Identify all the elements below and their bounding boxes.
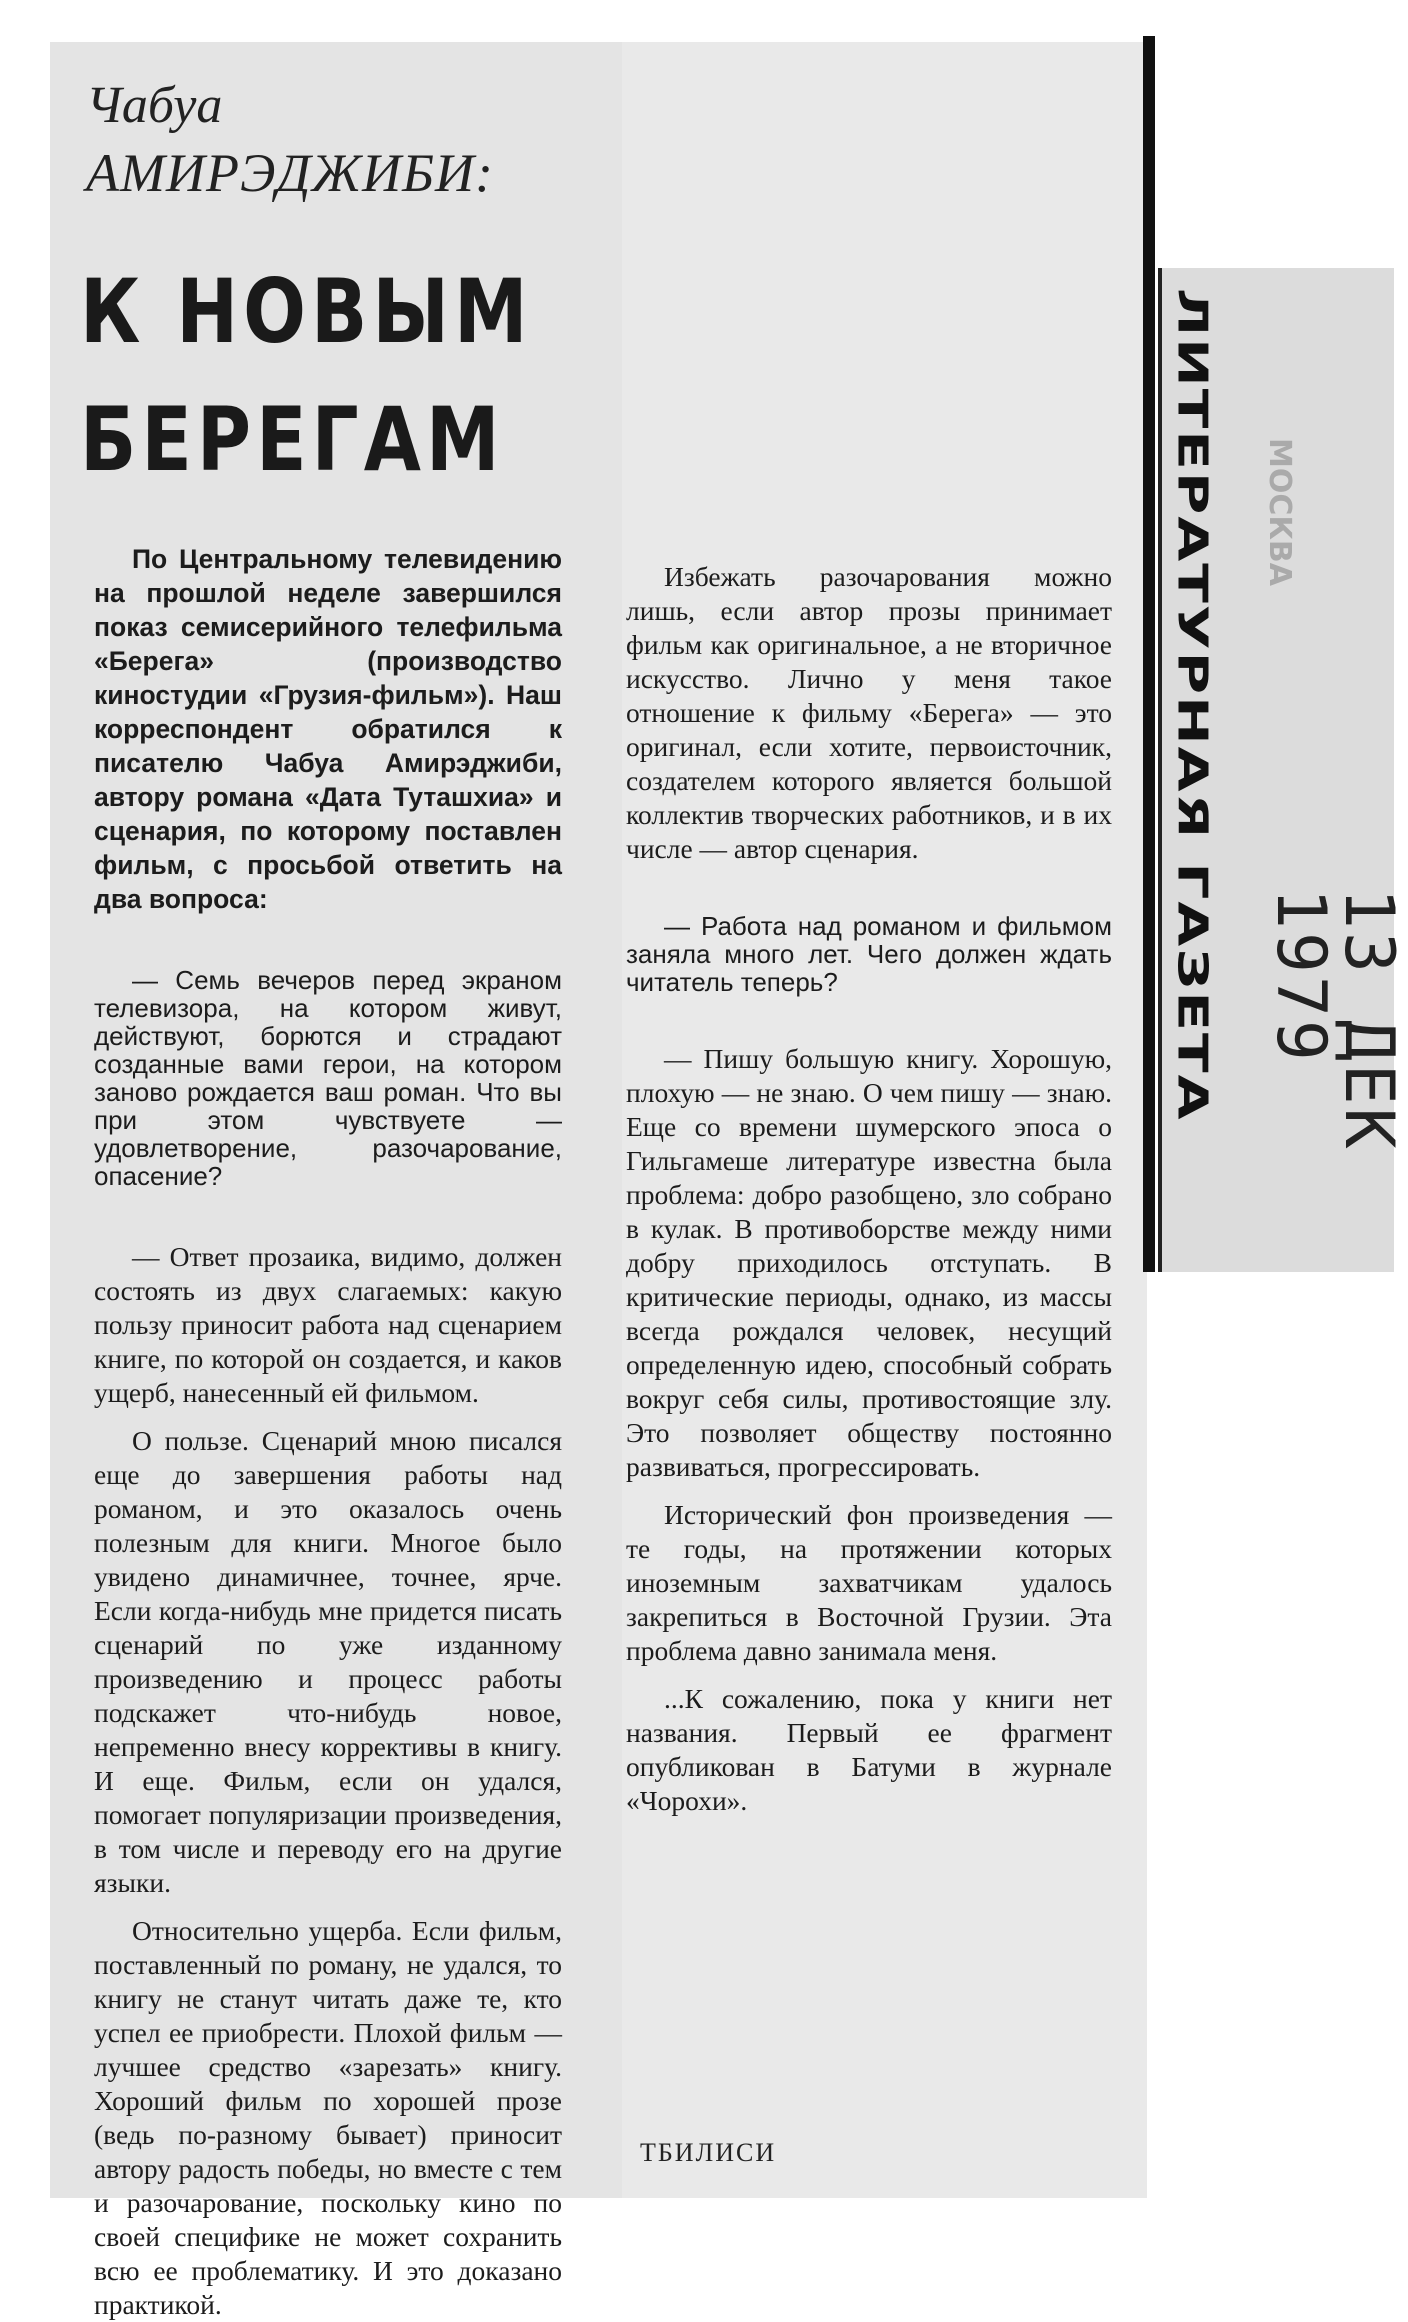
article-column-right: [626, 560, 1112, 1818]
column-rule: [1143, 36, 1155, 1272]
headline: К НОВЫМ БЕРЕГАМ: [80, 260, 533, 491]
lead-paragraph: По Центральному телевидению на прошлой неделе завершился показ семисерийного телефильма «Берега» (производство киностудии «Грузия-фильм»). Наш корреспондент обратился к писателю Чабуа Амирэджиби, автору романа «Дата Туташхиа» и сценария, по которому поставлен фильм, с просьбой ответить на два вопроса:: [94, 544, 562, 914]
article-column-left: [94, 542, 562, 2322]
answer-1-paragraph-1: — Ответ прозаика, видимо, должен состоять из двух слагаемых: какую пользу приносит работа над сценарием книге, по которой он создается, и каков ущерб, нанесенный ей фильмом.: [94, 1241, 562, 1408]
answer-1-paragraph-3: Относительно ущерба. Если фильм, поставленный по роману, не удался, то книгу не станут читать даже те, кто успел ее приобрести. Плохой фильм — лучшее средство «зарезать» книгу. Хороший фильм по хорошей прозе (ведь по-разному бывает) приносит автору радость победы, но вместе с тем и разочарование, поскольку кино по своей специфике не может сохранить всю ее проблематику. И это доказано практикой.: [94, 1915, 562, 2320]
dateline-place: ТБИЛИСИ: [640, 2138, 777, 2167]
answer-1-paragraph-2: О пользе. Сценарий мною писался еще до завершения работы над романом, и это оказалось очень полезным для книги. Многое было увидено динамичнее, точнее, ярче. Если когда-нибудь мне придется писать сценарий по уже изданному произведению и процесс работы подскажет что-нибудь новое, непременно внесу коррективы в книгу. И еще. Фильм, если он удался, помогает популяризации произведения, в том числе и переводу его на другие языки.: [94, 1425, 562, 1898]
answer-2-paragraph-3: ...К сожалению, пока у книги нет названия. Первый ее фрагмент опубликован в Батуми в журнале «Чорохи».: [626, 1683, 1112, 1816]
question-1: — Семь вечеров перед экраном телевизора, на котором живут, действуют, борются и страдают созданные вами герои, на котором заново рождается ваш роман. Что вы при этом чувствуете — удовлетворение, разочарование, опасение?: [94, 965, 562, 1191]
newspaper-name: ЛИТЕРАТУРНАЯ ГАЗЕТА: [1168, 288, 1217, 1122]
author-last-name: АМИРЭДЖИБИ:: [86, 143, 494, 203]
masthead: [1158, 268, 1408, 1272]
newspaper-city: МОСКВА: [1262, 438, 1297, 586]
answer-2-paragraph-1: — Пишу большую книгу. Хорошую, плохую — не знаю. О чем пишу — знаю. Еще со времени шумерского эпоса о Гильгамеше литературе известна была проблема: добро разобщено, зло собрано в кулак. В противоборстве между ними добру приходилось отступать. В критические периоды, однако, из массы всегда рождался человек, несущий определенную идею, способный собрать вокруг себя силы, противостоящие злу. Это позволяет обществу постоянно развиваться, прогрессировать.: [626, 1043, 1112, 1482]
question-2: — Работа над романом и фильмом заняла много лет. Чего должен ждать читатель теперь?: [626, 911, 1112, 997]
answer-1-paragraph-4: Избежать разочарования можно лишь, если автор прозы принимает фильм как оригинальное, а не вторичное искусство. Лично у меня такое отношение к фильму «Берега» — это оригинал, если хотите, первоисточник, создателем которого является большой коллектив творческих работников, и в их числе — автор сценария.: [626, 561, 1112, 864]
date-stamp: 13 ДЕК 1979: [1261, 888, 1408, 1152]
answer-2-paragraph-2: Исторический фон произведения — те годы, на протяжении которых иноземным захватчикам удалось закрепиться в Восточной Грузии. Эта проблема давно занимала меня.: [626, 1499, 1112, 1666]
author-first-name: Чабуа: [86, 77, 223, 134]
